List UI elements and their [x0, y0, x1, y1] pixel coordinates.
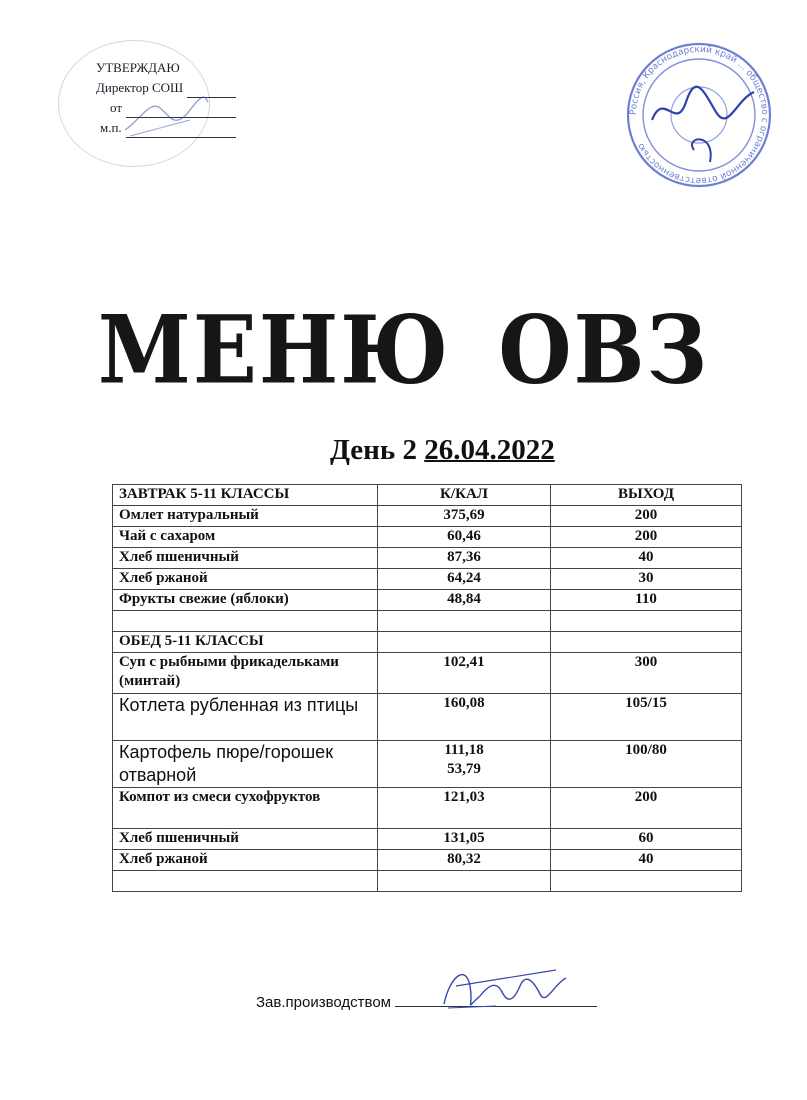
dish-kcal [378, 741, 551, 788]
table-spacer-row [113, 611, 742, 632]
dish-yield: 30 [551, 569, 742, 590]
dish-yield: 100/80 [551, 741, 742, 788]
dish-name: Хлеб пшеничный [113, 548, 378, 569]
table-header-row [113, 485, 742, 506]
dish-kcal: 160,08 [378, 694, 551, 741]
day-date: 26.04.2022 [424, 434, 555, 466]
table-spacer-row [113, 871, 742, 892]
round-stamp [624, 40, 774, 190]
dish-kcal: 121,03 [378, 788, 551, 829]
header-cell-meal: ЗАВТРАК 5-11 КЛАССЫ [113, 485, 378, 506]
header-cell-yield: ВЫХОД [551, 485, 742, 506]
title-word-menu: МЕНЮ [97, 294, 451, 405]
table-row [113, 527, 742, 548]
dish-yield: 40 [551, 850, 742, 871]
svg-text:Россия, Краснодарский край ...: Россия, Краснодарский край ... общество с ограниченной ответственностью [628, 44, 770, 186]
table-row [113, 694, 742, 741]
dish-kcal-2: 53,79 [447, 761, 481, 777]
director-signature [120, 90, 210, 140]
dish-name: Хлеб ржаной [113, 850, 378, 871]
dish-yield: 200 [551, 527, 742, 548]
dish-kcal: 102,41 [378, 653, 551, 694]
dish-name: Омлет натуральный [113, 506, 378, 527]
dish-kcal: 48,84 [378, 590, 551, 611]
table-row [113, 590, 742, 611]
dish-kcal: 87,36 [378, 548, 551, 569]
day-label: День 2 [330, 434, 417, 466]
dish-kcal: 80,32 [378, 850, 551, 871]
page-title [0, 294, 807, 405]
dish-yield: 105/15 [551, 694, 742, 741]
lunch-header-cell: ОБЕД 5-11 КЛАССЫ [113, 632, 378, 653]
dish-kcal: 60,46 [378, 527, 551, 548]
dish-name: Котлета рубленная из птицы [113, 694, 378, 741]
dish-kcal: 375,69 [378, 506, 551, 527]
menu-table [112, 484, 742, 892]
dish-yield: 60 [551, 829, 742, 850]
dish-name: Чай с сахаром [113, 527, 378, 548]
table-row [113, 548, 742, 569]
dish-kcal-1: 111,18 [444, 742, 484, 758]
dish-yield: 200 [551, 788, 742, 829]
dish-name: Фрукты свежие (яблоки) [113, 590, 378, 611]
approval-line-from: от [96, 98, 236, 118]
dish-kcal: 64,24 [378, 569, 551, 590]
title-word-ovz: ОВЗ [498, 294, 710, 405]
table-row [113, 741, 742, 788]
table-row [113, 788, 742, 829]
header-cell-kcal: К/КАЛ [378, 485, 551, 506]
dish-name: Компот из смеси сухофруктов [113, 788, 378, 829]
dish-yield: 300 [551, 653, 742, 694]
approval-line-director: Директор СОШ [96, 78, 236, 98]
table-row [113, 569, 742, 590]
table-row [113, 653, 742, 694]
table-row [113, 829, 742, 850]
dish-name: Суп с рыбными фрикадельками (минтай) [113, 653, 378, 694]
dish-name: Хлеб пшеничный [113, 829, 378, 850]
approval-line-approve: УТВЕРЖДАЮ [96, 60, 180, 75]
lunch-header-row [113, 632, 742, 653]
dish-name: Хлеб ржаной [113, 569, 378, 590]
approval-line-mp: м.п. [96, 118, 236, 138]
dish-name: Картофель пюре/горошек отварной [113, 741, 378, 788]
table-row [113, 850, 742, 871]
table-row [113, 506, 742, 527]
dish-yield: 40 [551, 548, 742, 569]
production-head-signature [436, 956, 586, 1016]
dish-yield: 200 [551, 506, 742, 527]
dish-kcal: 131,05 [378, 829, 551, 850]
day-heading [330, 434, 555, 467]
dish-yield: 110 [551, 590, 742, 611]
footer-label: Зав.производством [256, 994, 391, 1011]
